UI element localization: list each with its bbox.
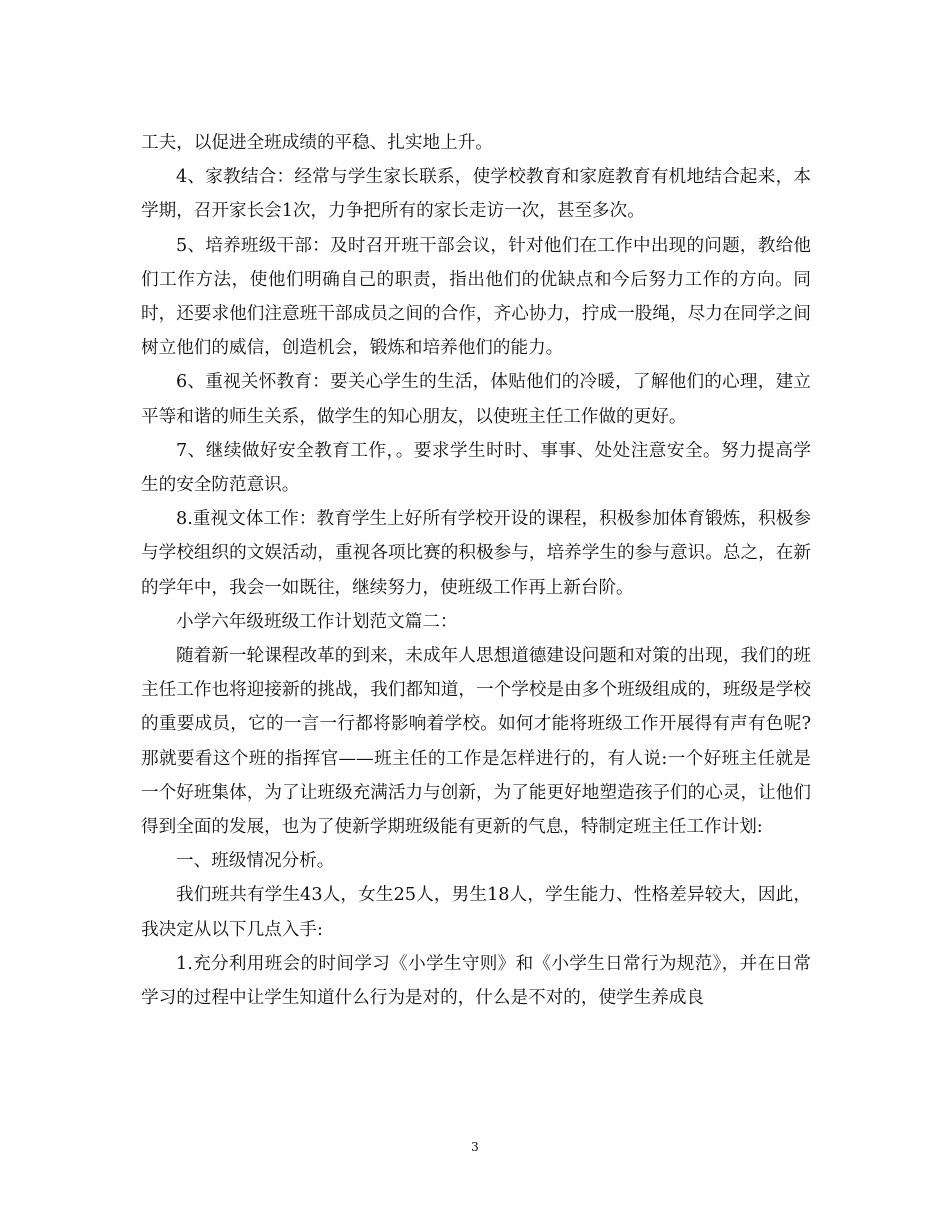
paragraph-item-8: 8.重视文体工作：教育学生上好所有学校开设的课程，积极参加体育锻炼，积极参与学校组织的文娱活动，重视各项比赛的积极参与，培养学生的参与意识。总之，在新的学年中，我会一如既往，继续努力，使班级工作再上新台阶。	[141, 509, 811, 598]
paragraph-continuation: 工夫，以促进全班成绩的平稳、扎实地上升。	[141, 133, 493, 153]
paragraph-item-4: 4、家教结合：经常与学生家长联系，使学校教育和家庭教育有机地结合起来，本学期，召开家长会1次，力争把所有的家长走访一次，甚至多次。	[141, 167, 811, 222]
paragraph-item-6: 6、重视关怀教育：要关心学生的生活，体贴他们的冷暖，了解他们的心理，建立平等和谐的师生关系，做学生的知心朋友，以使班主任工作做的更好。	[141, 372, 811, 427]
section-heading: 小学六年级班级工作计划范文篇二：	[176, 611, 458, 632]
paragraph-item-7: 7、继续做好安全教育工作，。要求学生时时、事事、处处注意安全。努力提高学生的安全防范意识。	[141, 440, 811, 496]
paragraph-intro: 随着新一轮课程改革的到来，未成年人思想道德建设问题和对策的出现，我们的班主任工作也将迎接新的挑战，我们都知道，一个学校是由多个班级组成的，班级是学校的重要成员，它的一言一行都将影响着学校。如何才能将班级工作开展得有声有色呢?那就要看这个班的指挥官——班主任的工作是怎样进行的，有人说:一个好班主任就是一个好班集体，为了让班级充满活力与创新，为了能更好地塑造孩子们的心灵，让他们得到全面的发展，也为了使新学期班级能有更新的气息，特制定班主任工作计划:	[141, 646, 811, 838]
document-body	[141, 126, 811, 1015]
paragraph-list-item-1: 1.充分利用班会的时间学习《小学生守则》和《小学生日常行为规范》，并在日常学习的过程中让学生知道什么行为是对的，什么是不对的，使学生养成良	[141, 953, 811, 1009]
subsection-heading: 一、班级情况分析。	[176, 851, 335, 872]
page-number: 3	[471, 1140, 479, 1154]
paragraph-class-analysis: 我们班共有学生43人，女生25人，男生18人，学生能力、性格差异较大，因此，我决定从以下几点入手:	[141, 885, 811, 940]
paragraph-item-5: 5、培养班级干部：及时召开班干部会议，针对他们在工作中出现的问题，教给他们工作方法，使他们明确自己的职责，指出他们的优缺点和今后努力工作的方向。同时，还要求他们注意班干部成员之间的合作，齐心协力，拧成一股绳，尽力在同学之间树立他们的威信，创造机会，锻炼和培养他们的能力。	[141, 235, 811, 359]
